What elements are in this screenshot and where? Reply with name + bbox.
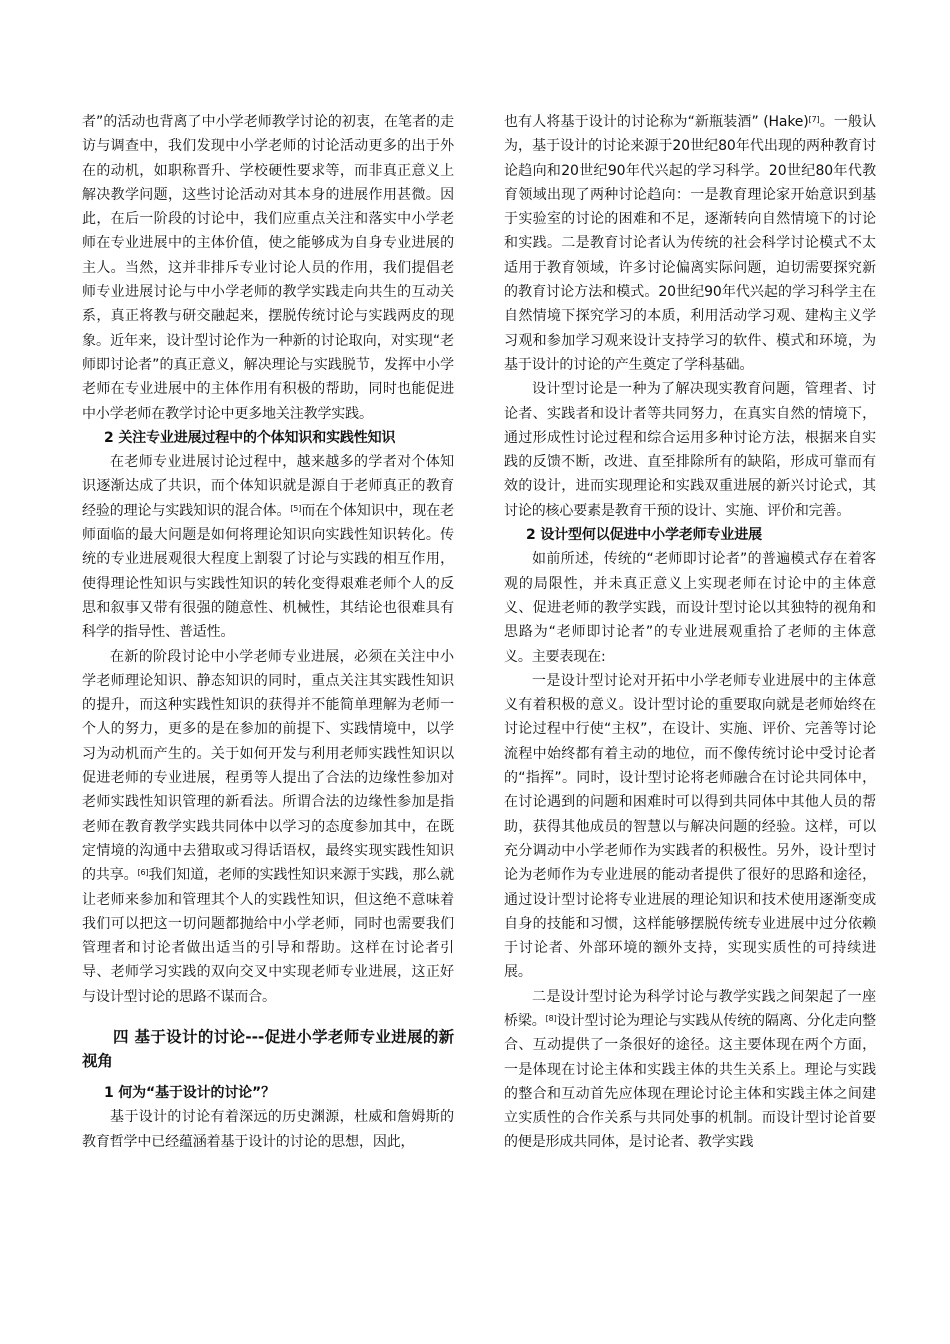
right-paragraph-5 bbox=[504, 985, 876, 1155]
text: 而在个体知识中，现在老师面临的最大问题是如何将理论知识向实践性知识转化。传统的专业进展观很大程度上割裂了讨论与实践的相互作用，使得理论性知识与实践性知识的转化变得艰难老师个人的反思和叙事又带有很强的随意性、机械性，其结论也很难具有科学的指导性、普适性。 bbox=[82, 502, 454, 641]
heading-individual-knowledge: 2 关注专业进展过程中的个体知识和实践性知识 bbox=[104, 429, 396, 446]
heading-how-dbr-promotes: 2 设计型何以促进中小学老师专业进展 bbox=[526, 527, 762, 544]
right-paragraph-1 bbox=[504, 110, 876, 377]
citation-7: [7] bbox=[808, 115, 820, 124]
left-paragraph-4: 基于设计的讨论有着深远的历史渊源，杜威和詹姆斯的教育哲学中已经蕴涵着基于设计的讨论的思想，因此， bbox=[82, 1109, 454, 1150]
citation-6: [6] bbox=[137, 868, 149, 878]
left-paragraph-1: 者”的活动也背离了中小学老师教学讨论的初衷，在笔者的走访与调查中，我们发现中小学老师的讨论活动更多的出于外在的动机，如职称晋升、学校硬性要求等，而非真正意义上解决教学问题，这些讨论活动对其本身的进展作用甚微。因此，在后一阶段的讨论中，我们应重点关注和落实中小学老师在专业进展中的主体价值，使之能够成为自身专业进展的主人。当然，这并非排斥专业讨论人员的作用，我们提倡老师专业进展讨论与中小学老师的教学实践走向共生的互动关系，真正将教与研交融起来，摆脱传统讨论与实践两皮的现象。近年来，设计型讨论作为一种新的讨论取向，对实现“老师即讨论者”的真正意义，解决理论与实践脱节，发挥中小学老师在专业进展中的主体作用有积极的帮助，同时也能促进中小学老师在教学讨论中更多地关注教学实践。 bbox=[82, 114, 454, 422]
text: 。一般认为，基于设计的讨论来源于20世纪80年代出现的两种教育讨论趋向和20世纪90年代兴起的学习科学。20世纪80年代教育领域出现了两种讨论趋向：一是教育理论家开始意识到基于实验室的讨论的困难和不足，逐渐转向自然情境下的讨论和实践。二是教育讨论者认为传统的社会科学讨论模式不太适用于教育领域，许多讨论偏离实际问题，迫切需要探究新的教育讨论方法和模式。20世纪90年代兴起的学习科学主在自然情境下探究学习的本质，利用活动学习观、建构主义学习观和参加学习观来设计支持学习的软件、模式和环境，为基于设计的讨论的产生奠定了学科基础。 bbox=[504, 114, 876, 373]
citation-5: [5] bbox=[290, 503, 302, 513]
section-heading-4: 四 基于设计的讨论---促进小学老师专业进展的新视角 bbox=[82, 1027, 454, 1070]
text: 设计型讨论为理论与实践从传统的隔离、分化走向整合、互动提供了一条很好的途径。这主要体现在两个方面，一是体现在讨论主体和实践主体的共生关系上。理论与实践的整合和互动首先应体现在理论讨论主体和实践主体之间建立实质性的合作关系与共同处事的机制。而设计型讨论首要的便是形成共同体，是讨论者、教学实践 bbox=[504, 1012, 876, 1151]
citation-8: [8] bbox=[545, 1013, 557, 1023]
right-paragraph-3: 如前所述，传统的“老师即讨论者”的普遍模式存在着客观的局限性，并未真正意义上实现老师在讨论中的主体意义、促进老师的教学实践，而设计型讨论以其独特的视角和思路为“老师即讨论者”的专业进展观重拾了老师的主体意义。主要表现在: bbox=[504, 551, 876, 665]
right-column bbox=[504, 110, 876, 1155]
right-paragraph-2: 设计型讨论是一种为了解决现实教育问题，管理者、讨论者、实践者和设计者等共同努力，在真实自然的情境下，通过形成性讨论过程和综合运用多种讨论方法，根据来自实践的反馈不断，改进、直至排除所有的缺陷，形成可靠而有效的设计，进而实现理论和实践双重进展的新兴讨论式，其讨论的核心要素是教育干预的设计、实施、评价和完善。 bbox=[504, 381, 876, 519]
text: 二是设计型讨论为科学讨论与教学实践之间架起了一座桥梁。 bbox=[504, 988, 876, 1029]
text: 在老师专业进展讨论过程中，越来越多的学者对个体知识逐渐达成了共识，而个体知识就是源自于老师真正的教育经验的理论与实践知识的混合体。 bbox=[82, 454, 454, 519]
heading-what-is-dbr: 1 何为“基于设计的讨论”？ bbox=[104, 1084, 275, 1101]
left-column bbox=[82, 110, 454, 1154]
left-paragraph-2 bbox=[82, 450, 454, 644]
right-paragraph-4: 一是设计型讨论对开拓中小学老师专业进展中的主体意义有着积极的意义。设计型讨论的重要取向就是老师始终在讨论过程中行使“主权”，在设计、实施、评价、完善等讨论流程中始终都有着主动的地位，而不像传统讨论中受讨论者的“指挥”。同时，设计型讨论将老师融合在讨论共同体中，在讨论遇到的问题和困难时可以得到共同体中其他人员的帮助，获得其他成员的智慧以与解决问题的经验。这样，可以充分调动中小学老师作为实践者的积极性。另外，设计型讨论为老师作为专业进展的能动者提供了很好的思路和途径，通过设计型讨论将专业进展的理论知识和技术使用逐渐变成自身的技能和习惯，这样能够摆脱传统专业进展中过分依赖于讨论者、外部环境的额外支持，实现实质性的可持续进展。 bbox=[504, 672, 876, 981]
text: 在新的阶段讨论中小学老师专业进展，必须在关注中小学老师理论知识、静态知识的同时，重点关注其实践性知识的提升，而这种实践性知识的获得并不能简单理解为老师一个人的努力，更多的是在参加的前提下、实践情境中，以学习为动机而产生的。关于如何开发与利用老师实践性知识以促进老师的专业进展，程勇等人提出了合法的边缘性参加对老师实践性知识管理的新看法。所谓合法的边缘性参加是指老师在教育教学实践共同体中以学习的态度参加其中，在既定情境的沟通中去猎取或习得话语权，最终实现实践性知识的共享。 bbox=[82, 648, 454, 884]
text: 也有人将基于设计的讨论称为“新瓶装酒” (Hake) bbox=[504, 114, 809, 130]
left-paragraph-3 bbox=[82, 645, 454, 1009]
text: 我们知道，老师的实践性知识来源于实践，那么就让老师来参加和管理其个人的实践性知识，但这绝不意味着我们可以把这一切问题都抛给中小学老师，同时也需要我们管理者和讨论者做出适当的引导和帮助。这样在讨论者引导、老师学习实践的双向交叉中实现老师专业进展，这正好与设计型讨论的思路不谋而合。 bbox=[82, 867, 454, 1005]
